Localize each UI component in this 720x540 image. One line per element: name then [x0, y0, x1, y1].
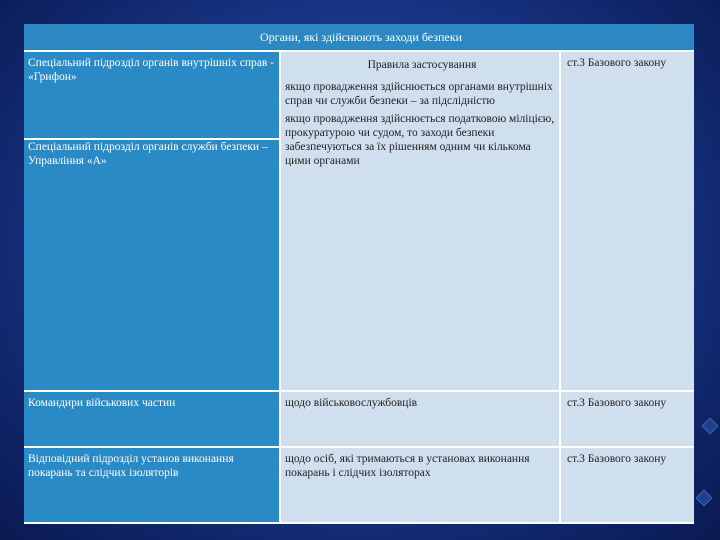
law-cell: ст.3 Базового закону — [560, 51, 694, 391]
rule-text: якщо провадження здійснюється податковою міліцією, прокуратурою чи судом, то заходи безпеки забезпечуються за їх рішенням одним чи кількома цими органами — [285, 113, 555, 167]
rule-cell: щодо військовослужбовців — [280, 391, 560, 447]
diamond-bullet-icon — [702, 418, 719, 435]
organ-cell: Відповідний підрозділ установ виконання покарань та слідчих ізоляторів — [24, 447, 280, 523]
organ-cell: Спеціальний підрозділ органів служби безпеки – Управління «А» — [24, 139, 280, 391]
organ-cell: Командири військових частин — [24, 391, 280, 447]
table-row — [24, 51, 694, 139]
law-cell: ст.3 Базового закону — [560, 447, 694, 523]
rule-cell — [280, 51, 560, 391]
table-title: Органи, які здійснюють заходи безпеки — [24, 24, 694, 51]
organ-cell: Спеціальний підрозділ органів внутрішніх справ - «Грифон» — [24, 51, 280, 139]
rule-text: якщо провадження здійснюється органами внутрішніх справ чи служби безпеки – за підслідністю — [285, 81, 553, 107]
law-cell: ст.3 Базового закону — [560, 391, 694, 447]
rule-cell: щодо осіб, які тримаються в установах виконання покарань і слідчих ізоляторах — [280, 447, 560, 523]
table-row — [24, 391, 694, 447]
table-row — [24, 447, 694, 523]
table-header-row — [24, 24, 694, 51]
diamond-bullet-icon — [696, 490, 713, 507]
security-organs-table — [24, 24, 694, 524]
rules-subheader: Правила застосування — [367, 59, 477, 71]
